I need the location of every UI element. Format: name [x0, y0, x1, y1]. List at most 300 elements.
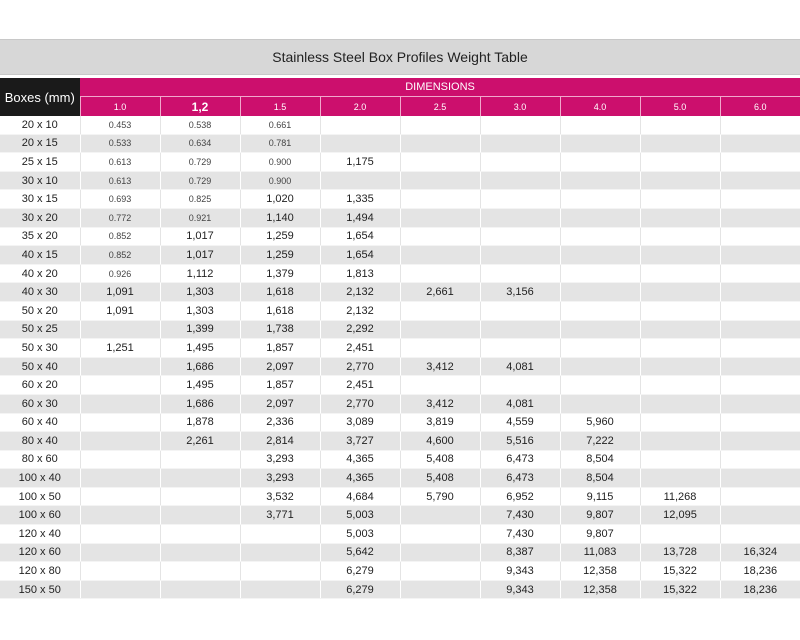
weight-cell: 7,430 — [480, 506, 560, 525]
box-size-cell: 80 x 60 — [0, 450, 80, 469]
weight-cell — [640, 153, 720, 172]
weight-cell — [640, 264, 720, 283]
weight-cell — [560, 301, 640, 320]
weight-cell — [480, 301, 560, 320]
weight-cell — [640, 376, 720, 395]
table-row — [0, 264, 800, 283]
table-row — [0, 227, 800, 246]
weight-cell — [560, 116, 640, 134]
weight-cell — [240, 525, 320, 544]
box-size-cell: 40 x 15 — [0, 246, 80, 265]
weight-cell — [400, 320, 480, 339]
table-row — [0, 580, 800, 599]
weight-cell — [480, 227, 560, 246]
weight-cell — [80, 450, 160, 469]
weight-cell — [80, 525, 160, 544]
weight-cell: 0.921 — [160, 208, 240, 227]
dimension-column-header: 1,2 — [160, 97, 240, 117]
weight-cell: 6,279 — [320, 580, 400, 599]
weight-cell: 0.852 — [80, 246, 160, 265]
table-row — [0, 246, 800, 265]
weight-cell: 3,727 — [320, 432, 400, 451]
weight-cell — [160, 580, 240, 599]
weight-cell: 0.634 — [160, 134, 240, 153]
weight-cell — [400, 134, 480, 153]
weight-cell — [640, 246, 720, 265]
weight-cell — [320, 134, 400, 153]
weight-cell: 16,324 — [720, 543, 800, 562]
weight-cell — [720, 301, 800, 320]
weight-cell: 1,857 — [240, 376, 320, 395]
table-row — [0, 134, 800, 153]
box-size-cell: 60 x 20 — [0, 376, 80, 395]
weight-cell: 15,322 — [640, 562, 720, 581]
weight-cell — [480, 134, 560, 153]
table-row — [0, 469, 800, 488]
box-size-cell: 25 x 15 — [0, 153, 80, 172]
weight-cell — [400, 562, 480, 581]
table-row — [0, 394, 800, 413]
table-row — [0, 153, 800, 172]
weight-cell — [720, 190, 800, 209]
weight-cell — [80, 357, 160, 376]
weight-cell: 9,115 — [560, 487, 640, 506]
weight-cell — [80, 432, 160, 451]
weight-cell — [400, 171, 480, 190]
table-row — [0, 283, 800, 302]
weight-cell — [640, 171, 720, 190]
weight-cell: 1,259 — [240, 246, 320, 265]
weight-cell — [240, 580, 320, 599]
weight-cell: 1,686 — [160, 357, 240, 376]
table-row — [0, 208, 800, 227]
weight-cell — [720, 357, 800, 376]
weight-cell — [720, 208, 800, 227]
box-size-cell: 100 x 50 — [0, 487, 80, 506]
weight-cell: 2,336 — [240, 413, 320, 432]
box-size-cell: 100 x 40 — [0, 469, 80, 488]
weight-cell — [640, 134, 720, 153]
weight-cell — [480, 208, 560, 227]
weight-cell — [80, 562, 160, 581]
weight-cell: 8,387 — [480, 543, 560, 562]
weight-cell — [400, 301, 480, 320]
weight-cell: 1,878 — [160, 413, 240, 432]
box-size-cell: 30 x 20 — [0, 208, 80, 227]
weight-table — [0, 78, 800, 599]
weight-cell — [400, 543, 480, 562]
weight-cell — [640, 320, 720, 339]
weight-cell — [640, 450, 720, 469]
weight-cell — [400, 506, 480, 525]
weight-cell: 0.926 — [80, 264, 160, 283]
weight-cell: 5,003 — [320, 525, 400, 544]
box-size-cell: 120 x 60 — [0, 543, 80, 562]
weight-cell — [80, 580, 160, 599]
weight-cell — [80, 394, 160, 413]
weight-cell: 1,618 — [240, 301, 320, 320]
weight-cell: 2,770 — [320, 357, 400, 376]
weight-cell — [640, 227, 720, 246]
weight-cell: 0.613 — [80, 171, 160, 190]
weight-cell: 12,095 — [640, 506, 720, 525]
weight-cell — [80, 413, 160, 432]
weight-cell — [400, 580, 480, 599]
weight-cell: 2,132 — [320, 283, 400, 302]
weight-cell — [560, 394, 640, 413]
weight-cell — [560, 264, 640, 283]
weight-cell: 1,495 — [160, 339, 240, 358]
box-size-cell: 20 x 10 — [0, 116, 80, 134]
weight-cell: 5,408 — [400, 450, 480, 469]
weight-cell — [640, 283, 720, 302]
box-size-cell: 100 x 60 — [0, 506, 80, 525]
box-size-cell: 120 x 40 — [0, 525, 80, 544]
dimension-column-header: 5.0 — [640, 97, 720, 117]
weight-cell — [480, 376, 560, 395]
table-row — [0, 190, 800, 209]
weight-cell: 1,017 — [160, 227, 240, 246]
weight-cell — [400, 153, 480, 172]
weight-cell: 6,473 — [480, 469, 560, 488]
weight-cell: 0.772 — [80, 208, 160, 227]
table-row — [0, 432, 800, 451]
weight-cell — [640, 469, 720, 488]
weight-cell — [80, 320, 160, 339]
weight-cell: 12,358 — [560, 562, 640, 581]
weight-cell: 1,738 — [240, 320, 320, 339]
weight-cell — [400, 339, 480, 358]
weight-cell — [720, 283, 800, 302]
weight-cell: 1,259 — [240, 227, 320, 246]
box-size-cell: 40 x 20 — [0, 264, 80, 283]
weight-cell: 3,771 — [240, 506, 320, 525]
table-row — [0, 339, 800, 358]
weight-cell: 9,807 — [560, 525, 640, 544]
weight-cell — [640, 394, 720, 413]
weight-cell: 0.538 — [160, 116, 240, 134]
weight-cell — [160, 469, 240, 488]
table-row — [0, 301, 800, 320]
weight-cell: 1,857 — [240, 339, 320, 358]
box-size-cell: 50 x 25 — [0, 320, 80, 339]
weight-cell — [80, 506, 160, 525]
weight-cell — [240, 562, 320, 581]
weight-cell — [320, 171, 400, 190]
weight-cell: 1,495 — [160, 376, 240, 395]
weight-cell: 0.693 — [80, 190, 160, 209]
weight-cell: 0.729 — [160, 153, 240, 172]
weight-cell: 2,770 — [320, 394, 400, 413]
dimension-column-header: 3.0 — [480, 97, 560, 117]
table-row — [0, 320, 800, 339]
weight-cell — [560, 134, 640, 153]
weight-cell — [160, 543, 240, 562]
weight-cell — [720, 116, 800, 134]
box-size-cell: 60 x 30 — [0, 394, 80, 413]
weight-cell: 1,654 — [320, 227, 400, 246]
weight-cell — [560, 171, 640, 190]
table-row — [0, 525, 800, 544]
dimension-column-header: 2.5 — [400, 97, 480, 117]
weight-cell — [720, 487, 800, 506]
weight-cell — [480, 264, 560, 283]
weight-cell: 6,279 — [320, 562, 400, 581]
weight-cell: 11,083 — [560, 543, 640, 562]
weight-cell: 0.852 — [80, 227, 160, 246]
box-size-cell: 20 x 15 — [0, 134, 80, 153]
weight-cell — [480, 153, 560, 172]
weight-cell — [720, 320, 800, 339]
weight-cell — [720, 413, 800, 432]
weight-cell: 1,091 — [80, 301, 160, 320]
weight-cell: 2,261 — [160, 432, 240, 451]
weight-cell: 3,089 — [320, 413, 400, 432]
weight-cell: 2,097 — [240, 357, 320, 376]
weight-cell — [720, 171, 800, 190]
table-body — [0, 116, 800, 599]
weight-cell — [560, 227, 640, 246]
weight-cell — [480, 320, 560, 339]
weight-cell: 5,960 — [560, 413, 640, 432]
box-size-cell: 40 x 30 — [0, 283, 80, 302]
weight-cell — [480, 190, 560, 209]
weight-cell — [480, 339, 560, 358]
weight-cell: 2,451 — [320, 376, 400, 395]
weight-cell — [400, 376, 480, 395]
weight-cell — [160, 487, 240, 506]
weight-cell — [320, 116, 400, 134]
weight-cell — [80, 376, 160, 395]
table-row — [0, 450, 800, 469]
weight-cell — [80, 487, 160, 506]
weight-cell — [720, 246, 800, 265]
box-size-cell: 30 x 10 — [0, 171, 80, 190]
weight-cell: 2,451 — [320, 339, 400, 358]
box-size-cell: 50 x 30 — [0, 339, 80, 358]
box-size-cell: 30 x 15 — [0, 190, 80, 209]
weight-cell: 3,532 — [240, 487, 320, 506]
weight-cell — [720, 394, 800, 413]
weight-cell: 3,293 — [240, 450, 320, 469]
weight-cell — [400, 116, 480, 134]
weight-cell: 3,412 — [400, 357, 480, 376]
weight-cell — [640, 301, 720, 320]
weight-cell: 2,292 — [320, 320, 400, 339]
weight-cell: 4,559 — [480, 413, 560, 432]
weight-cell — [400, 264, 480, 283]
weight-cell — [720, 432, 800, 451]
weight-cell: 1,303 — [160, 283, 240, 302]
weight-cell: 7,222 — [560, 432, 640, 451]
weight-cell: 1,813 — [320, 264, 400, 283]
weight-cell: 1,020 — [240, 190, 320, 209]
weight-cell: 1,686 — [160, 394, 240, 413]
weight-cell: 9,343 — [480, 562, 560, 581]
weight-cell: 18,236 — [720, 580, 800, 599]
weight-cell: 8,504 — [560, 469, 640, 488]
weight-cell — [240, 543, 320, 562]
weight-cell: 2,132 — [320, 301, 400, 320]
weight-cell — [720, 376, 800, 395]
weight-cell: 0.781 — [240, 134, 320, 153]
weight-cell — [640, 357, 720, 376]
weight-cell — [640, 208, 720, 227]
weight-cell: 5,642 — [320, 543, 400, 562]
weight-cell: 1,251 — [80, 339, 160, 358]
weight-cell — [640, 339, 720, 358]
box-size-cell: 80 x 40 — [0, 432, 80, 451]
weight-cell — [560, 208, 640, 227]
weight-cell: 6,473 — [480, 450, 560, 469]
table-header — [0, 78, 800, 116]
weight-cell: 0.825 — [160, 190, 240, 209]
weight-cell: 0.900 — [240, 171, 320, 190]
weight-cell: 15,322 — [640, 580, 720, 599]
weight-cell: 3,412 — [400, 394, 480, 413]
weight-cell: 0.453 — [80, 116, 160, 134]
weight-cell — [640, 116, 720, 134]
weight-cell: 2,814 — [240, 432, 320, 451]
table-row — [0, 376, 800, 395]
weight-cell — [640, 525, 720, 544]
weight-cell: 0.533 — [80, 134, 160, 153]
weight-cell: 1,112 — [160, 264, 240, 283]
weight-cell — [560, 246, 640, 265]
weight-cell — [400, 190, 480, 209]
weight-cell — [640, 190, 720, 209]
weight-cell — [560, 357, 640, 376]
weight-cell — [400, 525, 480, 544]
weight-cell — [560, 153, 640, 172]
weight-cell — [480, 116, 560, 134]
weight-cell — [720, 506, 800, 525]
weight-cell: 11,268 — [640, 487, 720, 506]
weight-cell — [80, 469, 160, 488]
weight-cell — [640, 413, 720, 432]
weight-cell: 3,156 — [480, 283, 560, 302]
weight-cell — [720, 153, 800, 172]
weight-cell — [400, 246, 480, 265]
table-row — [0, 543, 800, 562]
weight-cell: 5,408 — [400, 469, 480, 488]
weight-cell: 0.900 — [240, 153, 320, 172]
weight-cell: 4,365 — [320, 450, 400, 469]
weight-cell: 3,819 — [400, 413, 480, 432]
dimension-column-header: 1.5 — [240, 97, 320, 117]
weight-cell — [720, 469, 800, 488]
weight-cell: 18,236 — [720, 562, 800, 581]
table-row — [0, 562, 800, 581]
weight-cell: 1,303 — [160, 301, 240, 320]
weight-cell — [720, 227, 800, 246]
weight-cell: 12,358 — [560, 580, 640, 599]
weight-cell: 4,600 — [400, 432, 480, 451]
weight-cell: 5,790 — [400, 487, 480, 506]
weight-cell — [160, 562, 240, 581]
weight-cell — [720, 450, 800, 469]
weight-cell: 1,335 — [320, 190, 400, 209]
weight-cell: 1,140 — [240, 208, 320, 227]
weight-cell — [560, 190, 640, 209]
weight-cell — [160, 450, 240, 469]
weight-cell — [720, 134, 800, 153]
weight-cell — [720, 525, 800, 544]
weight-cell: 4,081 — [480, 394, 560, 413]
weight-cell: 1,494 — [320, 208, 400, 227]
box-size-cell: 50 x 20 — [0, 301, 80, 320]
dimension-column-header: 1.0 — [80, 97, 160, 117]
weight-cell: 13,728 — [640, 543, 720, 562]
weight-cell: 7,430 — [480, 525, 560, 544]
dimension-column-header: 4.0 — [560, 97, 640, 117]
weight-cell — [560, 283, 640, 302]
weight-cell: 9,807 — [560, 506, 640, 525]
weight-cell — [560, 376, 640, 395]
weight-cell: 1,379 — [240, 264, 320, 283]
weight-cell — [640, 432, 720, 451]
weight-cell: 4,684 — [320, 487, 400, 506]
box-size-cell: 120 x 80 — [0, 562, 80, 581]
box-size-cell: 150 x 50 — [0, 580, 80, 599]
weight-cell — [80, 543, 160, 562]
weight-cell — [480, 246, 560, 265]
weight-cell: 6,952 — [480, 487, 560, 506]
weight-cell: 9,343 — [480, 580, 560, 599]
weight-cell: 3,293 — [240, 469, 320, 488]
table-row — [0, 506, 800, 525]
box-size-cell: 50 x 40 — [0, 357, 80, 376]
dimension-column-header: 2.0 — [320, 97, 400, 117]
weight-cell: 0.613 — [80, 153, 160, 172]
dimension-column-header: 6.0 — [720, 97, 800, 117]
weight-cell — [560, 339, 640, 358]
weight-cell — [400, 208, 480, 227]
weight-cell: 1,175 — [320, 153, 400, 172]
box-size-cell: 60 x 40 — [0, 413, 80, 432]
weight-cell: 5,516 — [480, 432, 560, 451]
weight-cell: 1,091 — [80, 283, 160, 302]
box-size-cell: 35 x 20 — [0, 227, 80, 246]
table-row — [0, 413, 800, 432]
weight-cell: 1,399 — [160, 320, 240, 339]
weight-cell: 0.729 — [160, 171, 240, 190]
table-title: Stainless Steel Box Profiles Weight Table — [0, 39, 800, 75]
table-row — [0, 116, 800, 134]
weight-cell: 2,097 — [240, 394, 320, 413]
weight-cell: 1,017 — [160, 246, 240, 265]
weight-cell — [480, 171, 560, 190]
weight-cell: 1,654 — [320, 246, 400, 265]
weight-cell — [160, 525, 240, 544]
weight-cell — [560, 320, 640, 339]
dimensions-header: DIMENSIONS — [80, 78, 800, 97]
weight-cell: 0.661 — [240, 116, 320, 134]
weight-cell — [160, 506, 240, 525]
weight-cell: 5,003 — [320, 506, 400, 525]
weight-cell — [720, 339, 800, 358]
weight-cell — [400, 227, 480, 246]
weight-cell — [720, 264, 800, 283]
weight-cell: 8,504 — [560, 450, 640, 469]
table-row — [0, 487, 800, 506]
boxes-column-header: Boxes (mm) — [0, 78, 80, 116]
weight-cell: 1,618 — [240, 283, 320, 302]
weight-cell: 4,081 — [480, 357, 560, 376]
table-row — [0, 171, 800, 190]
table-row — [0, 357, 800, 376]
weight-cell: 4,365 — [320, 469, 400, 488]
